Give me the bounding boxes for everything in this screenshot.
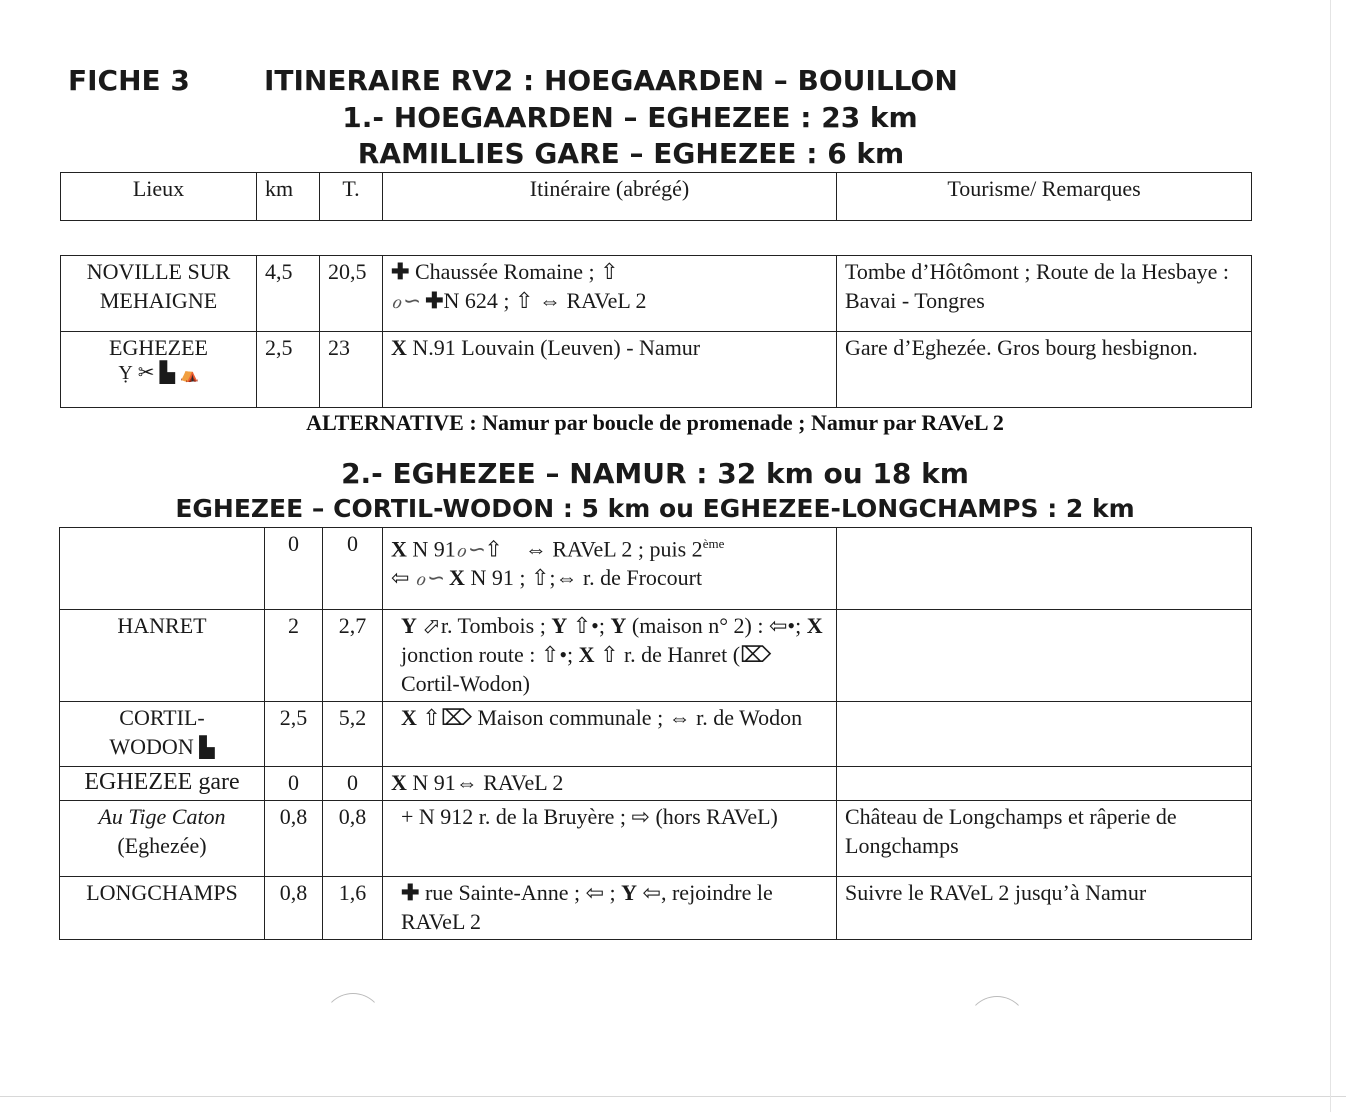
itinerary-text: ⇔ RAVeL 2 ; puis 2 — [524, 536, 703, 562]
place-name: CORTIL-WODON — [109, 705, 205, 759]
remarks-cell — [837, 610, 1252, 702]
section2-table — [59, 527, 1252, 940]
km-cell: 0,8 — [265, 877, 323, 940]
itinerary-cell — [383, 767, 837, 801]
itinerary-line2: N 624 ; ⇧ ⇔ RAVeL 2 — [443, 288, 647, 313]
lodging-icon: ▙ — [159, 362, 175, 384]
cross-icon: ✚ — [401, 880, 420, 905]
place-au-tige-caton — [60, 801, 265, 877]
crossing-letter: X — [391, 770, 407, 795]
itinerary-line1: Chaussée Romaine ; ⇧ — [414, 259, 619, 284]
itinerary-cell — [383, 702, 837, 767]
remarks-cell: Château de Longchamps et râperie de Longchamps — [837, 801, 1252, 877]
itinerary-cell: X N 91ℴ∽⇧ ⇔ RAVeL 2 ; puis 2ème ⇦ ℴ∽ X N 91 ; ⇧;⇔ r. de Frocourt — [383, 528, 837, 610]
place-noville: NOVILLE SUR MEHAIGNE — [61, 256, 257, 332]
crossing-letter: X — [578, 642, 595, 667]
remarks-cell: Suivre le RAVeL 2 jusqu’à Namur — [837, 877, 1252, 940]
km-cell: 0,8 — [265, 801, 323, 877]
crossing-letter: X — [806, 613, 823, 638]
remarks-cell: Gare d’Eghezée. Gros bourg hesbignon. — [837, 332, 1252, 408]
total-cell: 5,2 — [323, 702, 383, 767]
signpost-icon: ⌦ — [440, 705, 472, 730]
section2-subtitle: EGHEZEE – CORTIL-WODON : 5 km ou EGHEZEE-LONGCHAMPS : 2 km — [175, 494, 1135, 523]
col-t: T. — [320, 173, 383, 221]
total-cell: 23 — [320, 332, 383, 408]
itinerary-text: ⇧ — [416, 705, 441, 730]
fork-letter: Y — [610, 613, 627, 638]
remarks-cell — [837, 702, 1252, 767]
itinerary-text: N.91 Louvain (Leuven) - Namur — [406, 335, 701, 360]
place-name: EGHEZEE — [109, 335, 208, 360]
restaurant-icon: ✂ — [137, 362, 155, 384]
cross-icon: ✚ — [425, 288, 444, 313]
signpost-icon: ⌦ — [740, 642, 772, 667]
service-icons — [69, 362, 248, 386]
table-row — [60, 767, 1252, 801]
place-subname: (Eghezée) — [117, 833, 207, 858]
itinerary-text: N 91 ; ⇧;⇔ r. de Frocourt — [470, 565, 703, 591]
itinerary-text: rue Sainte-Anne ; ⇦ ; — [419, 880, 622, 905]
superscript: ème — [702, 536, 725, 551]
col-tourisme: Tourisme/ Remarques — [837, 173, 1252, 221]
direction-icon: ⬀ — [422, 613, 441, 638]
section1-subtitle: RAMILLIES GARE – EGHEZEE : 6 km — [357, 137, 905, 170]
fiche-label: FICHE 3 — [68, 64, 190, 97]
table-row — [60, 702, 1252, 767]
remarks-cell — [837, 528, 1252, 610]
total-cell: 0,8 — [323, 801, 383, 877]
total-cell: 1,6 — [323, 877, 383, 940]
col-km: km — [257, 173, 320, 221]
fork-letter: Y — [621, 880, 638, 905]
punch-hole-right — [966, 996, 1028, 1058]
remarks-cell: Tombe d’Hôtômont ; Route de la Hesbaye : Bavai - Tongres — [837, 256, 1252, 332]
total-cell: 20,5 — [320, 256, 383, 332]
itinerary-cell — [383, 610, 837, 702]
table-row — [61, 332, 1252, 408]
km-cell: 0 — [265, 528, 323, 610]
itinerary-cell: + N 912 r. de la Bruyère ; ⇨ (hors RAVeL) — [383, 801, 837, 877]
place-cell — [60, 528, 265, 610]
place-hanret: HANRET — [60, 610, 265, 702]
crossing-letter: X — [449, 565, 465, 591]
itinerary-text: Cortil-Wodon) — [401, 671, 530, 696]
table-row — [60, 877, 1252, 940]
cross-icon: ✚ — [391, 259, 410, 284]
loop-icon: ℴ∽ — [391, 288, 420, 313]
section2-title: 2.- EGHEZEE – NAMUR : 32 km ou 18 km — [341, 457, 969, 490]
loop-icon: ℴ∽ — [414, 565, 444, 591]
km-cell: 2,5 — [257, 332, 320, 408]
total-cell: 2,7 — [323, 610, 383, 702]
itinerary-text: ⇦, rejoindre le RAVeL 2 — [401, 880, 773, 934]
itinerary-text: N 91⇔ RAVeL 2 — [406, 770, 564, 795]
section1-title: 1.- HOEGAARDEN – EGHEZEE : 23 km — [342, 101, 918, 134]
column-header-table — [60, 172, 1252, 221]
itinerary-cell — [383, 877, 837, 940]
page-edge-right — [1330, 0, 1331, 1112]
itinerary-text: jonction route : ⇧•; — [401, 642, 579, 667]
section1-table — [60, 255, 1252, 408]
km-cell: 0 — [265, 767, 323, 801]
crossing-letter: X — [391, 536, 407, 562]
camping-icon: ⛺ — [179, 367, 199, 383]
page-edge-bottom — [0, 1096, 1346, 1097]
itinerary-text: r. Tombois ; — [440, 613, 552, 638]
km-cell: 2,5 — [265, 702, 323, 767]
place-cortil-wodon — [60, 702, 265, 767]
road-text: N 91 — [406, 536, 456, 562]
itinerary-text: Maison communale ; ⇔ r. de Wodon — [471, 705, 803, 730]
place-eghezee-gare: EGHEZEE gare — [60, 767, 265, 801]
total-cell: 0 — [323, 528, 383, 610]
table-row — [60, 610, 1252, 702]
table-row — [61, 256, 1252, 332]
place-name-italic: Au Tige Caton — [98, 804, 226, 829]
punch-hole-left — [322, 993, 384, 1055]
col-itineraire: Itinéraire (abrégé) — [383, 173, 837, 221]
itinerary-text: ⇧ r. de Hanret ( — [594, 642, 741, 667]
table-row — [60, 801, 1252, 877]
km-cell: 2 — [265, 610, 323, 702]
alternative-note: ALTERNATIVE : Namur par boucle de promenade ; Namur par RAVeL 2 — [306, 410, 1004, 435]
itinerary-cell — [383, 332, 837, 408]
table-row — [60, 528, 1252, 610]
loop-icon: ℴ∽ — [455, 536, 485, 562]
place-eghezee — [61, 332, 257, 408]
bar-icon: Ỵ — [118, 362, 133, 384]
itinerary-title: ITINERAIRE RV2 : HOEGAARDEN – BOUILLON — [264, 64, 958, 97]
fork-letter: Y — [551, 613, 568, 638]
total-cell: 0 — [323, 767, 383, 801]
itinerary-text: (maison n° 2) : ⇦•; — [626, 613, 807, 638]
remarks-cell — [837, 767, 1252, 801]
place-longchamps: LONGCHAMPS — [60, 877, 265, 940]
fork-letter: Y — [401, 613, 417, 638]
crossing-letter: X — [391, 335, 407, 360]
lodging-icon: ▙ — [199, 737, 215, 759]
col-lieux: Lieux — [61, 173, 257, 221]
km-cell: 4,5 — [257, 256, 320, 332]
crossing-letter: X — [401, 705, 417, 730]
itinerary-cell — [383, 256, 837, 332]
itinerary-text: ⇧•; — [567, 613, 611, 638]
